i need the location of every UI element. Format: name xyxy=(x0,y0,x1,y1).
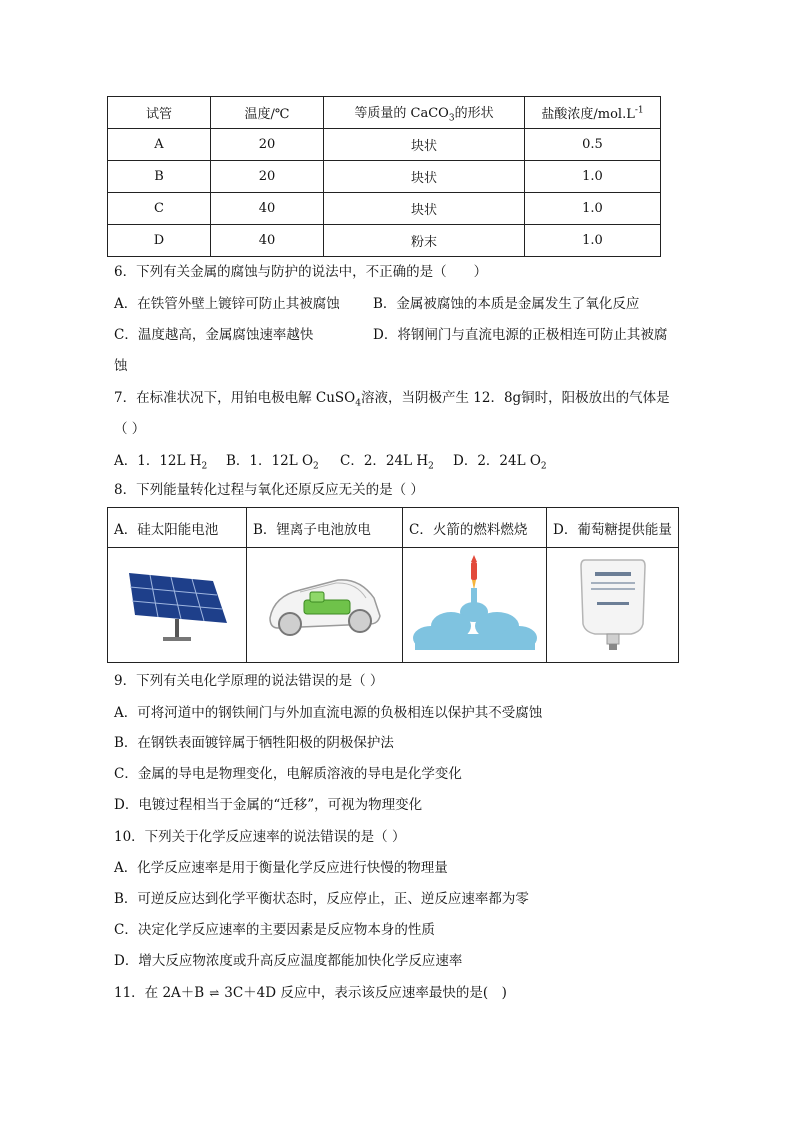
cell-temp: 40 xyxy=(211,193,324,225)
header-temperature: 温度/℃ xyxy=(211,97,324,129)
q8-options-table xyxy=(107,507,679,663)
header-concentration: 盐酸浓度$/mol.L^{-1}$ xyxy=(525,97,661,129)
q10-stem: 10．下列关于化学反应速率的说法错误的是（ ） xyxy=(114,829,406,845)
equilibrium-arrow-icon: ⇌ xyxy=(209,986,220,1000)
solar-panel-image xyxy=(108,548,247,663)
q10-option-c: C．决定化学反应速率的主要因素是反应物本身的性质 xyxy=(114,922,435,938)
table-row xyxy=(108,225,661,257)
q7-option-d: D．2．24L $O_2$ xyxy=(453,453,547,472)
cell-tube: B xyxy=(108,161,211,193)
cell-temp: 20 xyxy=(211,129,324,161)
q6-option-d: D．将钢闸门与直流电源的正极相连可防止其被腐 xyxy=(373,327,668,343)
q7-option-c: C．2．24L $H_2$ xyxy=(340,453,434,472)
q8-stem: 8．下列能量转化过程与氧化还原反应无关的是（ ） xyxy=(114,482,424,498)
q9-option-d: D．电镀过程相当于金属的“迁移”，可视为物理变化 xyxy=(114,797,423,813)
q9-option-a: A．可将河道中的钢铁闸门与外加直流电源的负极相连以保护其不受腐蚀 xyxy=(114,705,543,721)
cell-shape: 块状 xyxy=(324,193,525,225)
q7-option-b: B．1．12L $O_2$ xyxy=(226,453,319,472)
q9-stem: 9．下列有关电化学原理的说法错误的是（ ） xyxy=(114,673,384,689)
q8-option-d: D．葡萄糖提供能量 xyxy=(547,508,679,548)
cell-conc: 1.0 xyxy=(525,161,661,193)
cell-shape: 粉末 xyxy=(324,225,525,257)
q7-stem-continued: （ ） xyxy=(114,421,146,437)
q8-image-row xyxy=(108,548,679,663)
q6-option-c: C．温度越高，金属腐蚀速率越快 xyxy=(114,327,314,343)
q7-stem: 7．在标准状况下，用铂电极电解 CuSO$_4$溶液，当阴极产生 12．8g铜时，阳极放出的气体是 xyxy=(114,390,670,409)
car-battery-image xyxy=(247,548,403,663)
cell-conc: 1.0 xyxy=(525,225,661,257)
rocket-launch-image xyxy=(403,548,547,663)
table-row xyxy=(108,129,661,161)
cell-tube: D xyxy=(108,225,211,257)
q11-stem: 11．在 2A＋B ⇌ 3C＋4D 反应中，表示该反应速率最快的是( ) xyxy=(114,985,507,1001)
q9-option-b: B．在钢铁表面镀锌属于牺牲阳极的阴极保护法 xyxy=(114,735,394,751)
q8-option-b: B．锂离子电池放电 xyxy=(247,508,403,548)
cell-temp: 40 xyxy=(211,225,324,257)
header-tube: 试管 xyxy=(108,97,211,129)
cell-shape: 块状 xyxy=(324,161,525,193)
q10-option-a: A．化学反应速率是用于衡量化学反应进行快慢的物理量 xyxy=(114,860,448,876)
q6-stem: 6．下列有关金属的腐蚀与防护的说法中，不正确的是（ ） xyxy=(114,264,488,280)
cell-shape: 块状 xyxy=(324,129,525,161)
cell-conc: 0.5 xyxy=(525,129,661,161)
q10-option-b: B．可逆反应达到化学平衡状态时，反应停止，正、逆反应速率都为零 xyxy=(114,891,529,907)
q8-option-a: A．硅太阳能电池 xyxy=(108,508,247,548)
cell-tube: A xyxy=(108,129,211,161)
q8-option-c: C．火箭的燃料燃烧 xyxy=(403,508,547,548)
cell-temp: 20 xyxy=(211,161,324,193)
q6-option-d-continued: 蚀 xyxy=(114,358,128,374)
table-row xyxy=(108,193,661,225)
experiment-table xyxy=(107,96,661,257)
q7-option-a: A．1．12L $H_2$ xyxy=(114,453,208,472)
q6-option-a: A．在铁管外壁上镀锌可防止其被腐蚀 xyxy=(114,296,340,312)
q10-option-d: D．增大反应物浓度或升高反应温度都能加快化学反应速率 xyxy=(114,953,463,969)
glucose-iv-bag-image xyxy=(547,548,679,663)
cell-tube: C xyxy=(108,193,211,225)
q8-label-row xyxy=(108,508,679,548)
cell-conc: 1.0 xyxy=(525,193,661,225)
header-shape: 等质量的 CaCO$_3$的形状 xyxy=(324,97,525,129)
table-header-row xyxy=(108,97,661,129)
table-row xyxy=(108,161,661,193)
q9-option-c: C．金属的导电是物理变化，电解质溶液的导电是化学变化 xyxy=(114,766,462,782)
q6-option-b: B．金属被腐蚀的本质是金属发生了氧化反应 xyxy=(373,296,640,312)
